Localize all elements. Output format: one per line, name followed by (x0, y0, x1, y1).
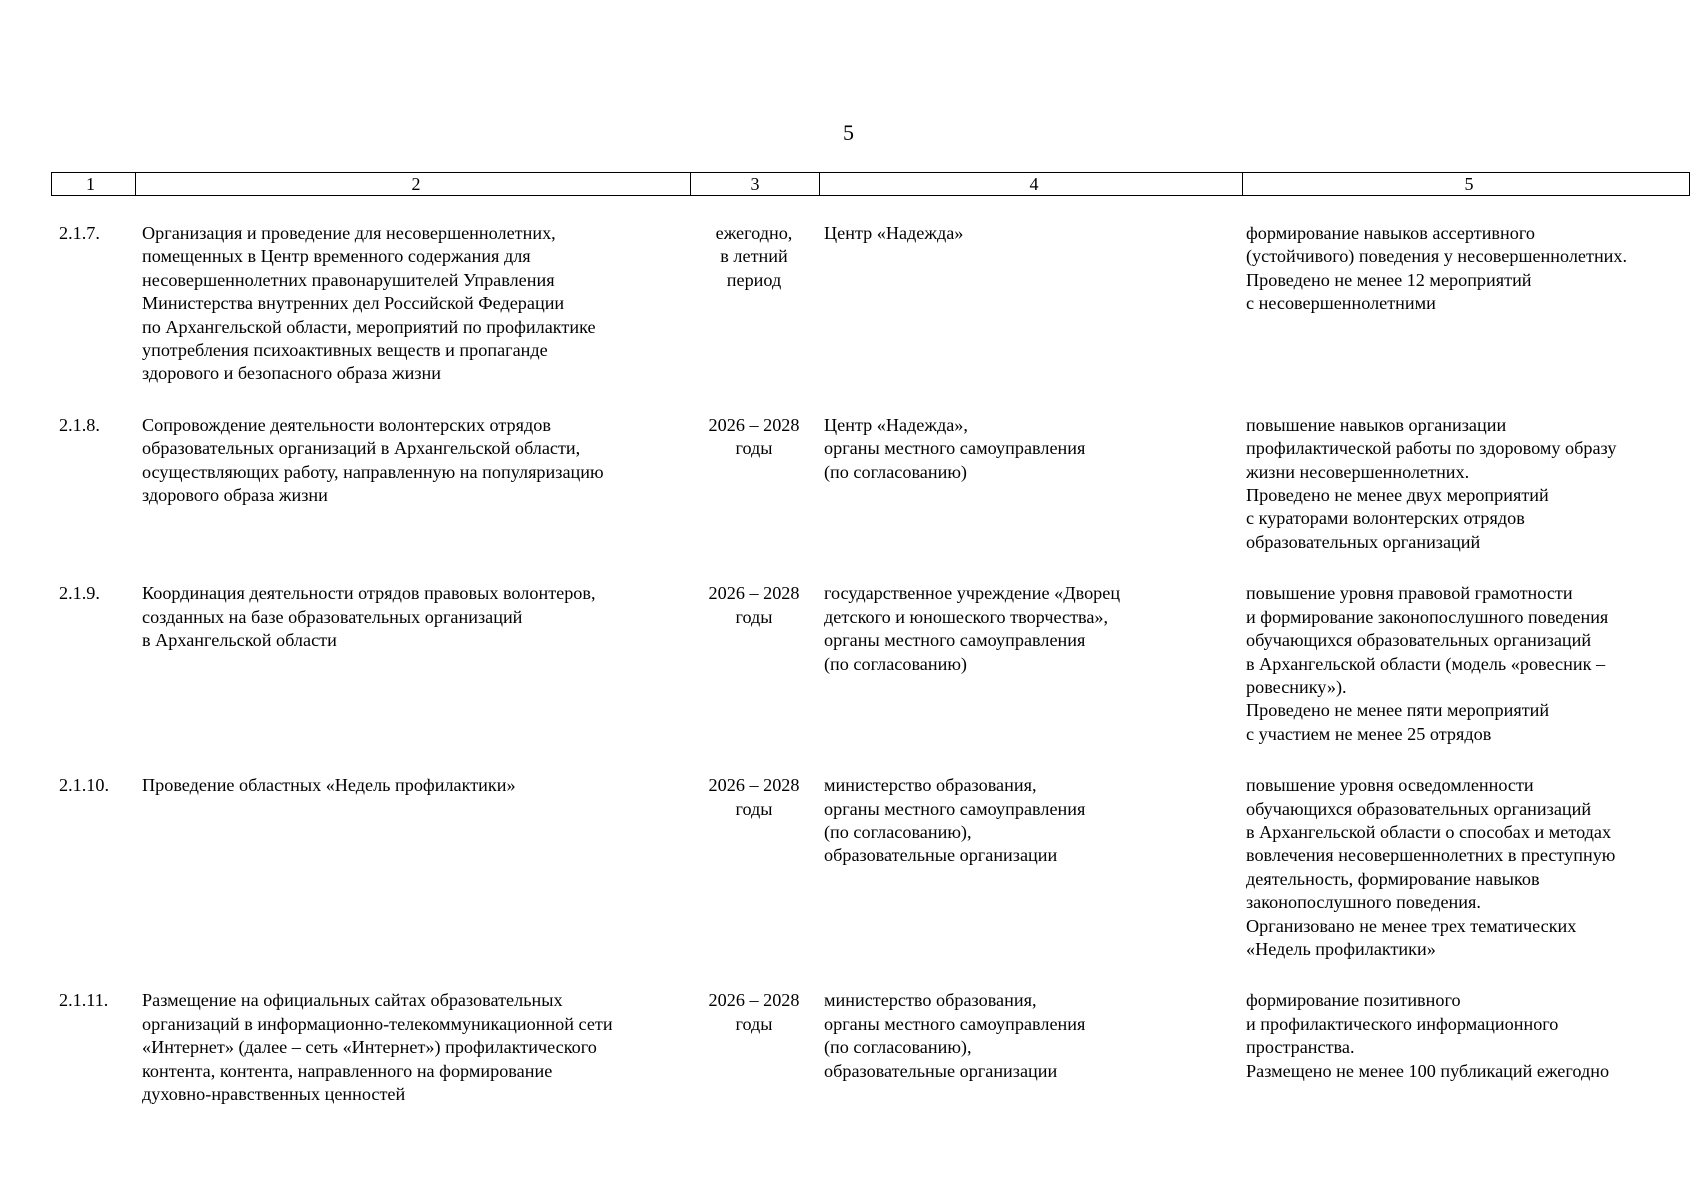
measures-table (51, 218, 1686, 1130)
result-cell: формирование навыков ассертивного (устойчивого) поведения у несовершеннолетних. Проведено не менее 12 мероприятий с несовершеннолетними (1246, 223, 1628, 314)
column-header-row (52, 173, 1690, 196)
executor-cell: государственное учреждение «Дворец детского и юношеского творчества», органы местного самоуправления (по согласованию) (824, 583, 1121, 674)
table-row (51, 218, 1686, 410)
executor-cell: министерство образования, органы местного самоуправления (по согласованию), образовательные организации (824, 775, 1086, 866)
row-number: 2.1.9. (59, 583, 100, 604)
period-cell: 2026 – 2028 годы (708, 990, 800, 1034)
column-header-2: 2 (136, 173, 691, 196)
table-row (51, 578, 1686, 770)
result-cell: повышение уровня правовой грамотности и формирование законопослушного поведения обучающихся образовательных организаций в Архангельской области (модель «ровесник – ровеснику»). Проведено не менее пяти мероприятий с участием не менее 25 отрядов (1246, 583, 1609, 744)
column-header-5: 5 (1243, 173, 1690, 196)
activity-cell: Организация и проведение для несовершеннолетних, помещенных в Центр временного содержания для несовершеннолетних правонарушителей Управления Министерства внутренних дел Российской Федерации по Архангельской области, мероприятий по профилактике употребления психоактивных веществ и пропаганде здорового и безопасного образа жизни (142, 223, 596, 384)
column-header-3: 3 (691, 173, 820, 196)
row-number: 2.1.7. (59, 223, 100, 243)
table-row (51, 770, 1686, 985)
activity-cell: Размещение на официальных сайтах образовательных организаций в информационно-телекоммуникационной сети «Интернет» (далее – сеть «Интернет») профилактического контента, контента, направленного на формирование духовно-нравственных ценностей (142, 990, 613, 1104)
table-row (51, 410, 1686, 578)
activity-cell: Сопровождение деятельности волонтерских отрядов образовательных организаций в Архангельской области, осуществляющих работу, направленную на популяризацию здорового образа жизни (142, 414, 604, 506)
row-number: 2.1.8. (59, 414, 100, 435)
result-cell: повышение навыков организации профилактической работы по здоровому образу жизни несовершеннолетних. Проведено не менее двух мероприятий с кураторами волонтерских отрядов образовательных организаций (1246, 414, 1617, 552)
column-header-1: 1 (52, 173, 136, 196)
column-header-4: 4 (820, 173, 1243, 196)
page-number: 5 (843, 120, 854, 145)
period-cell: ежегодно, в летний период (715, 223, 793, 290)
row-number: 2.1.10. (59, 775, 110, 796)
row-number: 2.1.11. (59, 990, 109, 1011)
executor-cell: министерство образования, органы местного самоуправления (по согласованию), образовательные организации (824, 990, 1086, 1081)
table-row (51, 985, 1686, 1130)
executor-cell: Центр «Надежда» (824, 223, 964, 243)
activity-cell: Координация деятельности отрядов правовых волонтеров, созданных на базе образовательных организаций в Архангельской области (142, 583, 596, 651)
period-cell: 2026 – 2028 годы (708, 775, 800, 819)
column-header-table (51, 172, 1690, 196)
period-cell: 2026 – 2028 годы (708, 583, 800, 627)
result-cell: повышение уровня осведомленности обучающихся образовательных организаций в Архангельской области о способах и методах вовлечения несовершеннолетних в преступную деятельность, формирование навыков законопослушного поведения. Организовано не менее трех тематических «Недель профилактики» (1246, 775, 1616, 959)
activity-cell: Проведение областных «Недель профилактики» (142, 775, 516, 796)
result-cell: формирование позитивного и профилактического информационного пространства. Размещено не менее 100 публикаций ежегодно (1246, 990, 1610, 1081)
executor-cell: Центр «Надежда», органы местного самоуправления (по согласованию) (824, 414, 1086, 482)
period-cell: 2026 – 2028 годы (708, 414, 800, 459)
